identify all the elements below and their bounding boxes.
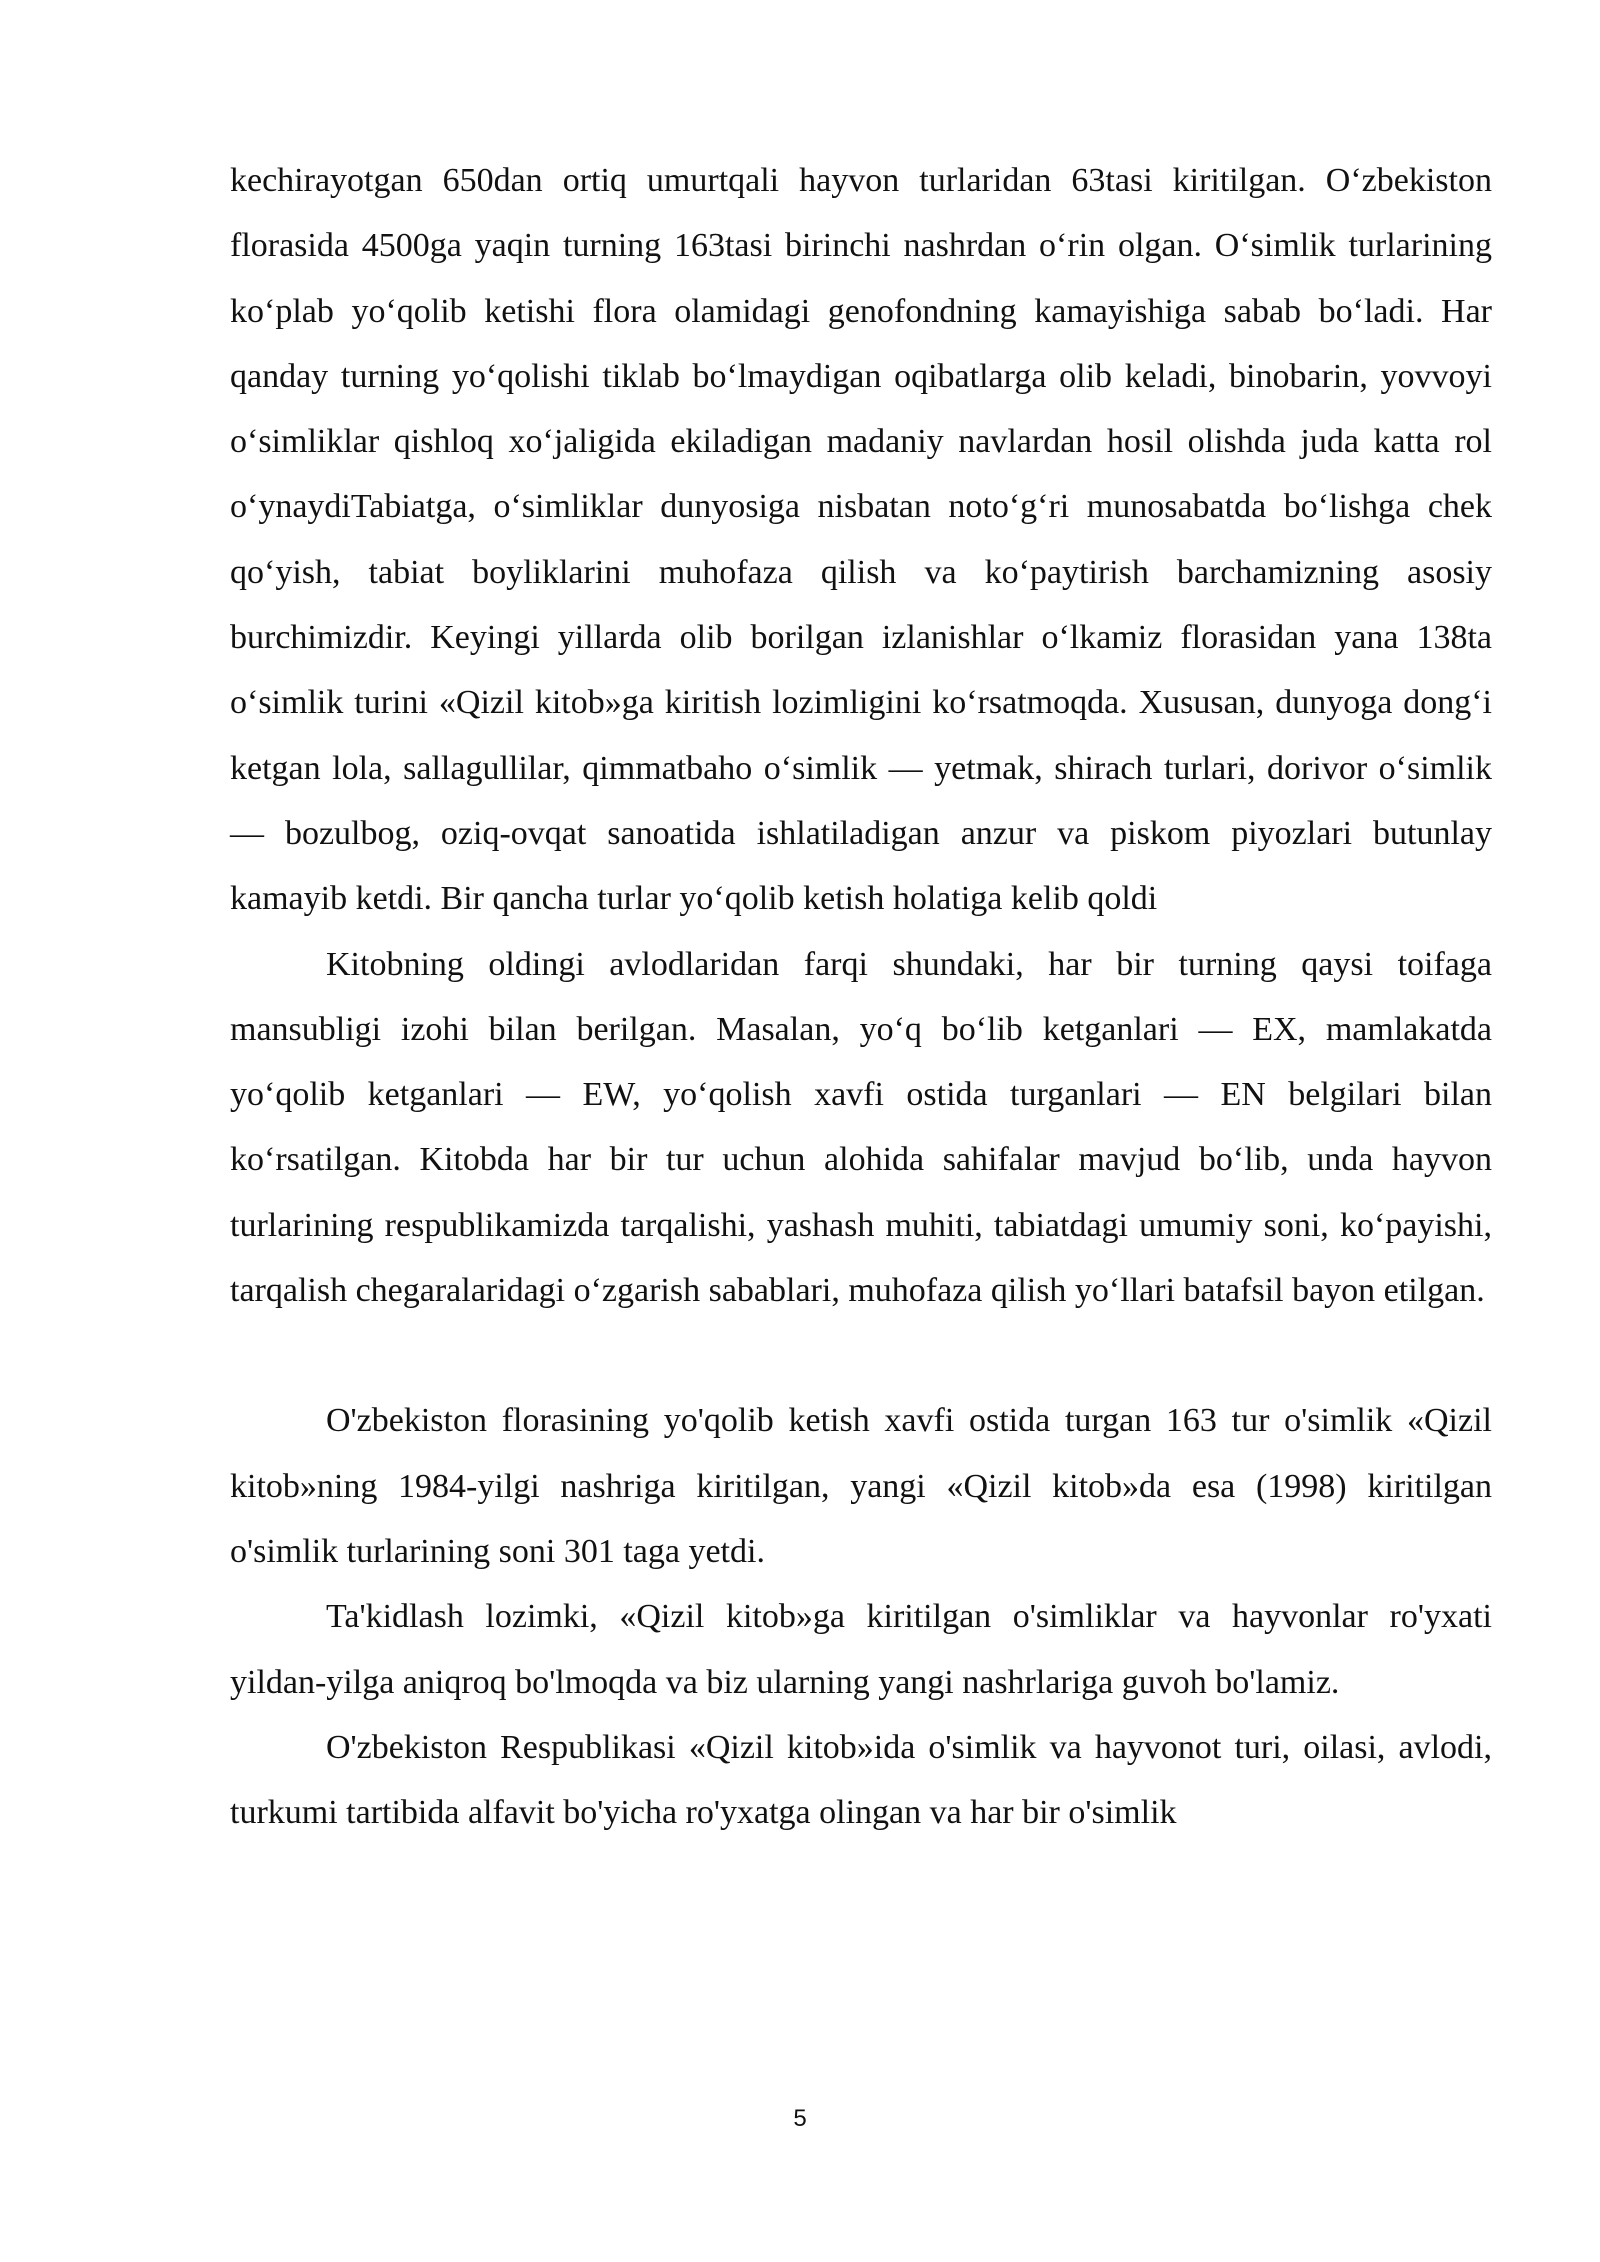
paragraph-emphasis: Ta'kidlash lozimki, «Qizil kitob»ga kiritilgan o'simliklar va hayvonlar ro'yxati yildan-yilga aniqroq bo'lmoqda va biz ularning yangi nashrlariga guvoh bo'lamiz. <box>230 1598 1492 1701</box>
paragraph-flora-count: O'zbekiston florasining yo'qolib ketish xavfi ostida turgan 163 tur o'simlik «Qizil kitob»ning 1984-yilgi nashriga kiritilgan, yangi «Qizil kitob»da esa (1998) kiritilgan o'simlik turlarining soni 301 taga yetdi. <box>230 1402 1492 1570</box>
paragraph-continued: kechirayotgan 650dan ortiq umurtqali hayvon turlaridan 63tasi kiritilgan. Oʻzbekiston florasida 4500ga yaqin turning 163tasi birinchi nashrdan oʻrin olgan. Oʻsimlik turlarining koʻplab yoʻqolib ketishi flora olamidagi genofondning kamayishiga sabab boʻladi. Har qanday turning yoʻqolishi tiklab boʻlmaydigan oqibatlarga olib keladi, binobarin, yovvoyi oʻsimliklar qishloq xoʻjaligida ekiladigan madaniy navlardan hosil olishda juda katta rol oʻynaydiTabiatga, oʻsimliklar dunyosiga nisbatan notoʻgʻri munosabatda boʻlishga chek qoʻyish, tabiat boyliklarini muhofaza qilish va koʻpaytirish barchamizning asosiy burchimizdir. Keyingi yillarda olib borilgan izlanishlar oʻlkamiz florasidan yana 138ta oʻsimlik turini «Qizil kitob»ga kiritish lozimligini koʻrsatmoqda. Xususan, dunyoga dongʻi ketgan lola, sallagullilar, qimmatbaho oʻsimlik — yetmak, shirach turlari, dorivor oʻsimlik — bozulbog, oziq-ovqat sanoatida ishlatiladigan anzur va piskom piyozlari butunlay kamayib ketdi. Bir qancha turlar yoʻqolib ketish holatiga kelib qoldi <box>230 162 1492 918</box>
paragraph-republic: O'zbekiston Respublikasi «Qizil kitob»ida o'simlik va hayvonot turi, oilasi, avlodi, turkumi tartibida alfavit bo'yicha ro'yxatga olingan va har bir o'simlik <box>230 1728 1492 1832</box>
page-number: 5 <box>793 2105 807 2132</box>
page-body-text <box>230 148 1492 1845</box>
paragraph-categories: Kitobning oldingi avlodlaridan farqi shundaki, har bir turning qaysi toifaga mansubligi izohi bilan berilgan. Masalan, yoʻq boʻlib ketganlari — EX, mamlakatda yoʻqolib ketganlari — EW, yoʻqolish xavfi ostida turganlari — EN belgilari bilan koʻrsatilgan. Kitobda har bir tur uchun alohida sahifalar mavjud boʻlib, unda hayvon turlarining respublikamizda tarqalishi, yashash muhiti, tabiatdagi umumiy soni, koʻpayishi, tarqalish chegaralaridagi oʻzgarish sabablari, muhofaza qilish yoʻllari batafsil bayon etilgan. <box>230 945 1492 1310</box>
